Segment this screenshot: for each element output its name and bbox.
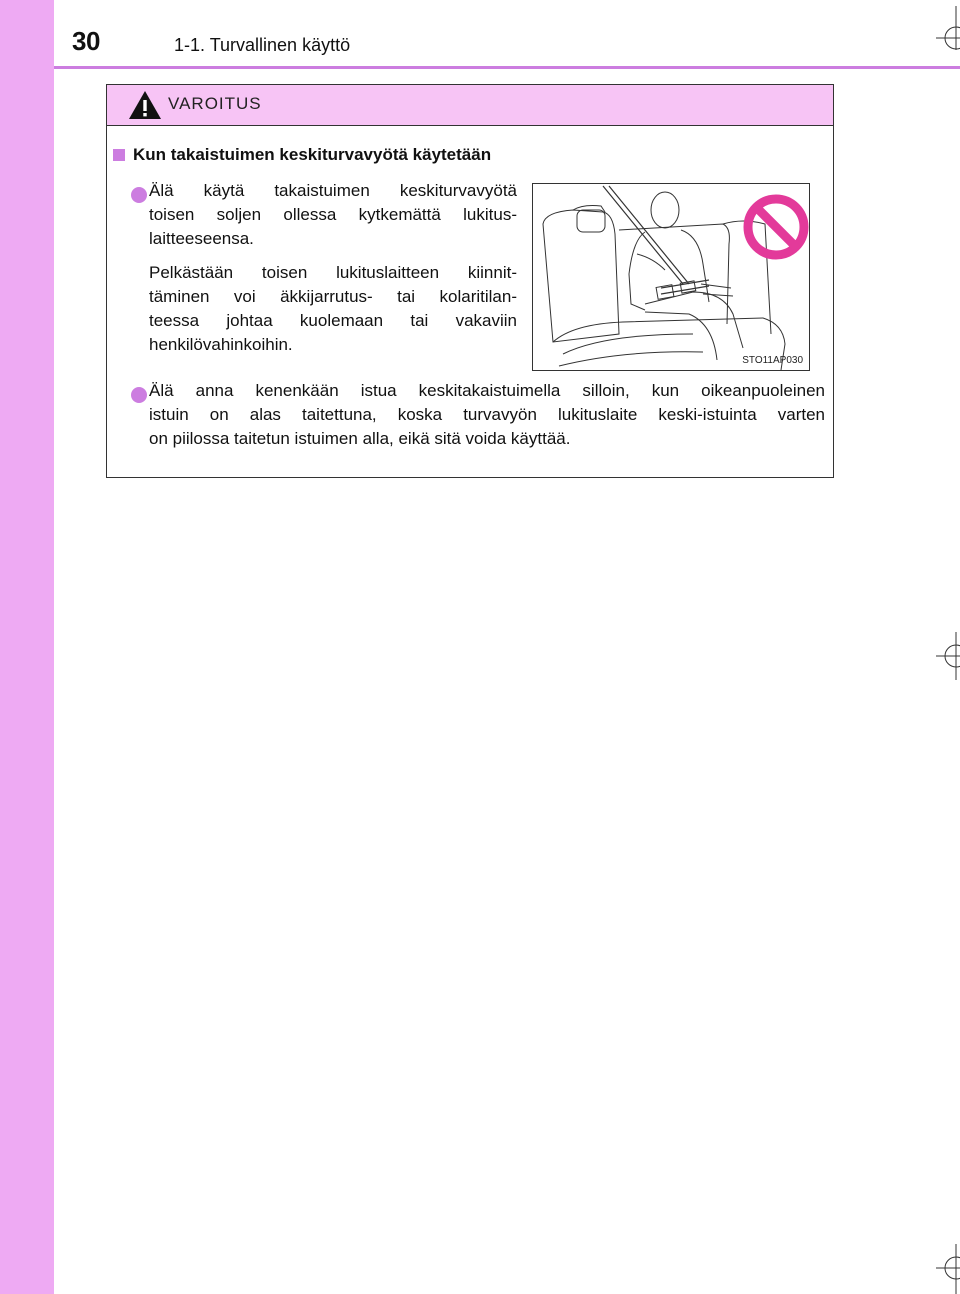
seatbelt-illustration <box>532 183 810 371</box>
bullet-2-text <box>149 379 825 451</box>
bullet-2-line-2: istuin on alas taitettuna, koska turvavyön lukituslaite keski-istuinta varten <box>149 405 825 424</box>
section-title: 1-1. Turvallinen käyttö <box>174 35 351 55</box>
warning-box <box>106 84 834 478</box>
bullet-1-note-line-1: Pelkästään toisen lukituslaitteen kiinnit- <box>149 263 517 282</box>
bullet-1-line-1: Älä käytä takaistuimen keskiturvavyötä <box>149 181 517 200</box>
bullet-1-note-line-3: teessa johtaa kuolemaan tai vakaviin <box>149 311 517 330</box>
crop-mark-top-right-icon <box>936 6 960 50</box>
warning-subheading-text: Kun takaistuimen keskiturvavyötä käytetään <box>133 145 492 164</box>
header-divider <box>54 66 960 69</box>
bullet-1-line-2: toisen soljen ollessa kytkemättä lukitus- <box>149 205 517 224</box>
bullet-2-line-1: Älä anna kenenkään istua keskitakaistuimella silloin, kun oikeanpuoleinen <box>149 381 825 400</box>
warning-label: VAROITUS <box>168 94 262 113</box>
bullet-1-line-3: laitteeseensa. <box>149 229 254 248</box>
round-bullet-icon <box>131 387 147 403</box>
warning-header <box>107 85 833 126</box>
warning-triangle-icon <box>127 89 163 121</box>
bullet-2-line-3: on piilossa taitetun istuimen alla, eikä sitä voida käyttää. <box>149 429 571 448</box>
round-bullet-icon <box>131 187 147 203</box>
bullet-1-note-line-4: henkilövahinkoihin. <box>149 335 293 354</box>
square-bullet-icon <box>113 149 125 161</box>
page-number: 30 <box>72 26 100 56</box>
bullet-1-note-line-2: täminen voi äkkijarrutus- tai kolaritilan- <box>149 287 517 306</box>
crop-mark-bottom-right-icon <box>936 1244 960 1294</box>
prohibition-icon <box>741 192 810 262</box>
crop-mark-middle-right-icon <box>936 632 960 680</box>
page-side-tab <box>0 0 54 1294</box>
warning-subheading <box>113 145 491 165</box>
figure-code: STO11AP030 <box>742 355 803 366</box>
bullet-1-text <box>149 179 517 357</box>
